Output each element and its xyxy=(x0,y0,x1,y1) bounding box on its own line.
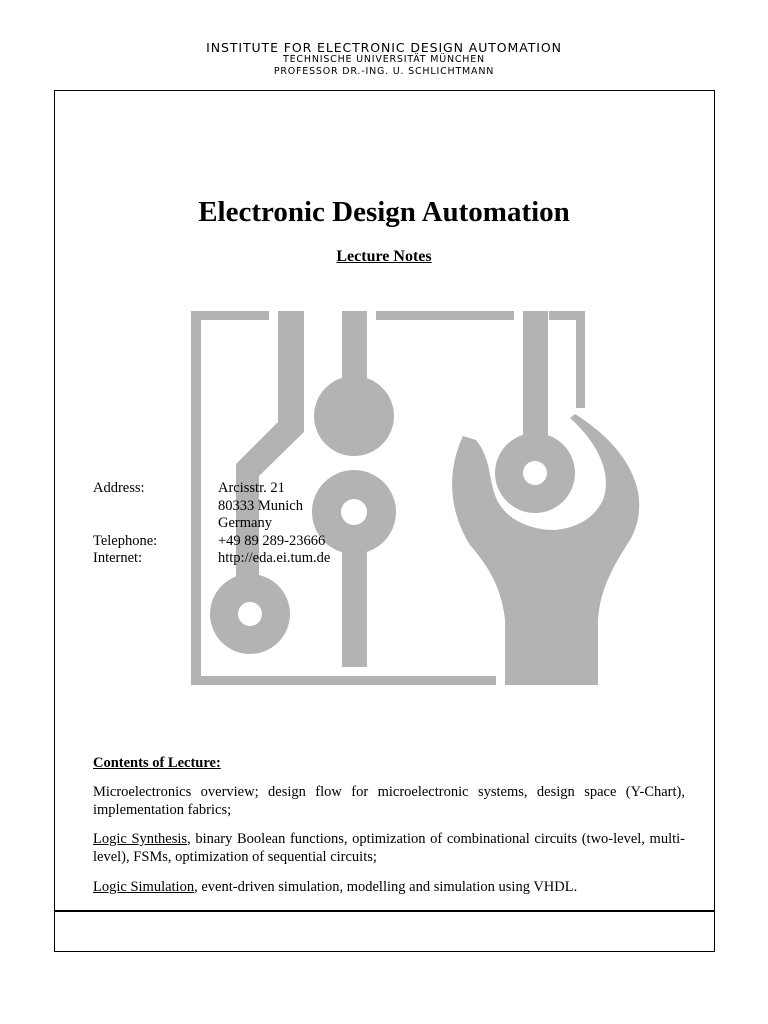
contents-paragraph-simulation xyxy=(93,879,685,897)
professor-name: PROFESSOR DR.-ING. U. SCHLICHTMANN xyxy=(273,66,495,77)
internet-link[interactable]: http://eda.ei.tum.de xyxy=(218,550,331,566)
address-city: 80333 Munich xyxy=(218,497,303,514)
logic-simulation-link[interactable]: Logic Simulation xyxy=(93,879,195,895)
address-country: Germany xyxy=(218,515,272,531)
university-name: TECHNISCHE UNIVERSITÄT MÜNCHEN xyxy=(283,54,485,65)
contents-heading: Contents of Lecture: xyxy=(93,755,221,771)
logic-simulation-text: , event-driven simulation, modelling and simulation using VHDL. xyxy=(194,879,578,895)
contents-paragraph-synthesis xyxy=(93,831,685,866)
telephone-value: +49 89 289-23666 xyxy=(218,532,326,549)
contact-block xyxy=(93,480,330,568)
logic-synthesis-text: , binary Boolean functions, optimization of combinational circuits (two-level, multi-level), FSMs, optimization of sequential circuits; xyxy=(93,831,686,865)
page-title: Electronic Design Automation xyxy=(198,196,570,228)
logic-synthesis-link[interactable]: Logic Synthesis xyxy=(93,831,188,847)
contents-paragraph-overview: Microelectronics overview; design flow for microelectronic systems, design space (Y-Chart), implementation fabrics; xyxy=(93,784,685,818)
internet-label: Internet: xyxy=(93,550,143,566)
address-street: Arcisstr. 21 xyxy=(218,480,285,496)
institute-name: INSTITUTE FOR ELECTRONIC DESIGN AUTOMATION xyxy=(206,40,562,55)
footer-divider xyxy=(54,910,715,912)
page-subtitle: Lecture Notes xyxy=(336,248,432,265)
address-label: Address: xyxy=(93,480,145,496)
telephone-label: Telephone: xyxy=(93,532,158,549)
